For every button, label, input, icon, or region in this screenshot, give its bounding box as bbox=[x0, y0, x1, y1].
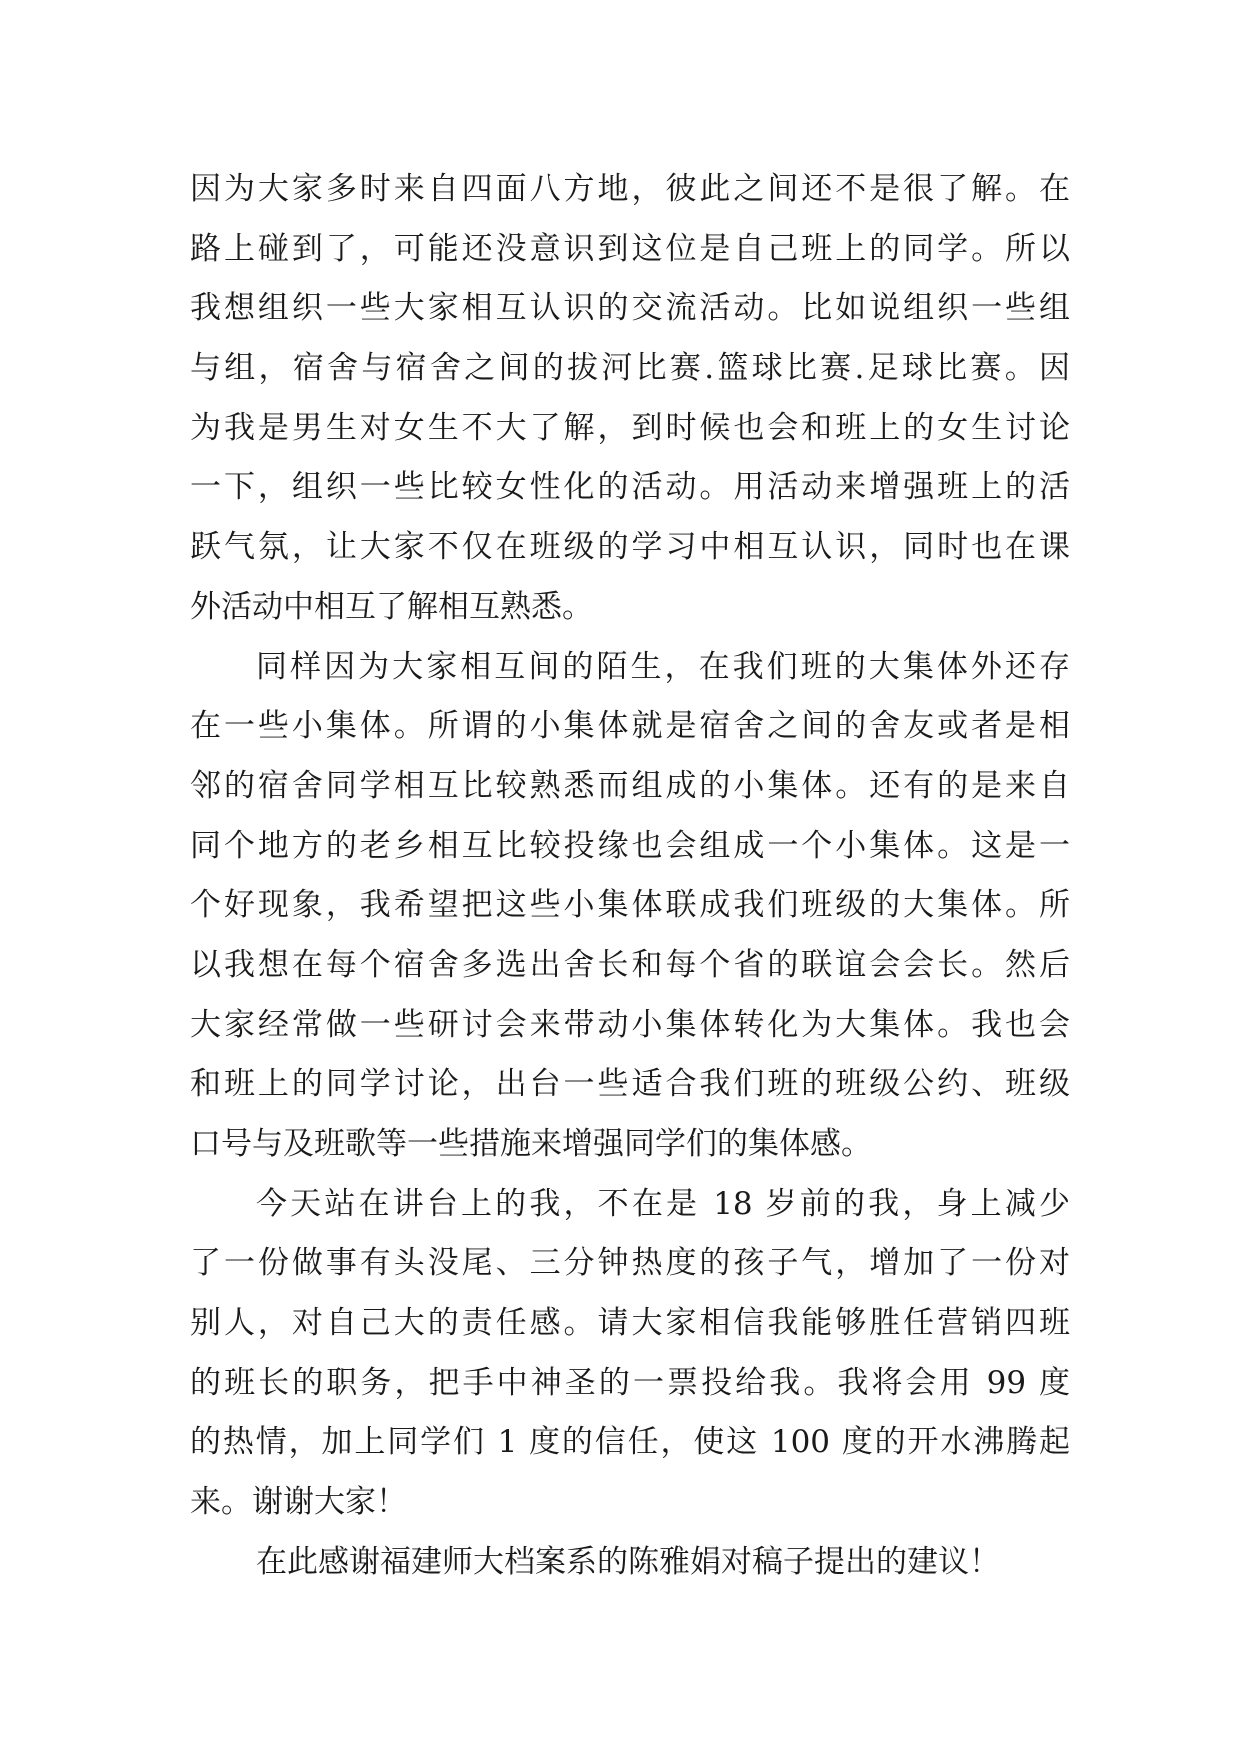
paragraph-line: 外活动中相互了解相互熟悉。 bbox=[190, 588, 593, 625]
paragraph-line: 的班长的职务，把手中神圣的一票投给我。我将会用 99 度 bbox=[190, 1364, 1070, 1401]
paragraph-line: 跃气氛，让大家不仅在班级的学习中相互认识，同时也在课 bbox=[190, 529, 1070, 566]
paragraph-line: 邻的宿舍同学相互比较熟悉而组成的小集体。还有的是来自 bbox=[190, 767, 1070, 804]
paragraph-1 bbox=[190, 160, 1070, 638]
paragraph-line: 与组，宿舍与宿舍之间的拔河比赛.篮球比赛.足球比赛。因 bbox=[190, 350, 1070, 387]
paragraph-line: 因为大家多时来自四面八方地，彼此之间还不是很了解。在 bbox=[190, 171, 1070, 207]
paragraph-line: 在此感谢福建师大档案系的陈雅娟对稿子提出的建议！ bbox=[256, 1543, 1000, 1580]
paragraph-line: 和班上的同学讨论，出台一些适合我们班的班级公约、班级 bbox=[190, 1066, 1070, 1103]
paragraph-line: 以我想在每个宿舍多选出舍长和每个省的联谊会会长。然后 bbox=[190, 946, 1070, 983]
paragraph-4 bbox=[190, 1533, 1070, 1593]
paragraph-line: 了一份做事有头没尾、三分钟热度的孩子气，增加了一份对 bbox=[190, 1245, 1070, 1282]
paragraph-line: 来。谢谢大家！ bbox=[190, 1484, 407, 1521]
paragraph-line: 一下，组织一些比较女性化的活动。用活动来增强班上的活 bbox=[190, 469, 1070, 506]
paragraph-line: 同个地方的老乡相互比较投缘也会组成一个小集体。这是一 bbox=[190, 827, 1070, 864]
paragraph-line: 口号与及班歌等一些措施来增强同学们的集体感。 bbox=[190, 1126, 872, 1162]
paragraph-line: 大家经常做一些研讨会来带动小集体转化为大集体。我也会 bbox=[190, 1006, 1070, 1043]
paragraph-line: 我想组织一些大家相互认识的交流活动。比如说组织一些组 bbox=[190, 290, 1070, 327]
paragraph-line: 今天站在讲台上的我，不在是 18 岁前的我，身上减少 bbox=[256, 1185, 1070, 1222]
document-body bbox=[190, 160, 1070, 1593]
paragraph-line: 同样因为大家相互间的陌生，在我们班的大集体外还存 bbox=[256, 648, 1070, 685]
paragraph-line: 个好现象，我希望把这些小集体联成我们班级的大集体。所 bbox=[190, 887, 1070, 924]
paragraph-line: 为我是男生对女生不大了解，到时候也会和班上的女生讨论 bbox=[190, 409, 1070, 446]
paragraph-2 bbox=[190, 638, 1070, 1175]
paragraph-line: 在一些小集体。所谓的小集体就是宿舍之间的舍友或者是相 bbox=[190, 708, 1070, 745]
paragraph-line: 的热情，加上同学们 1 度的信任，使这 100 度的开水沸腾起 bbox=[190, 1424, 1070, 1461]
paragraph-line: 路上碰到了，可能还没意识到这位是自己班上的同学。所以 bbox=[190, 230, 1070, 267]
paragraph-3 bbox=[190, 1175, 1070, 1533]
paragraph-line: 别人，对自己大的责任感。请大家相信我能够胜任营销四班 bbox=[190, 1305, 1070, 1342]
